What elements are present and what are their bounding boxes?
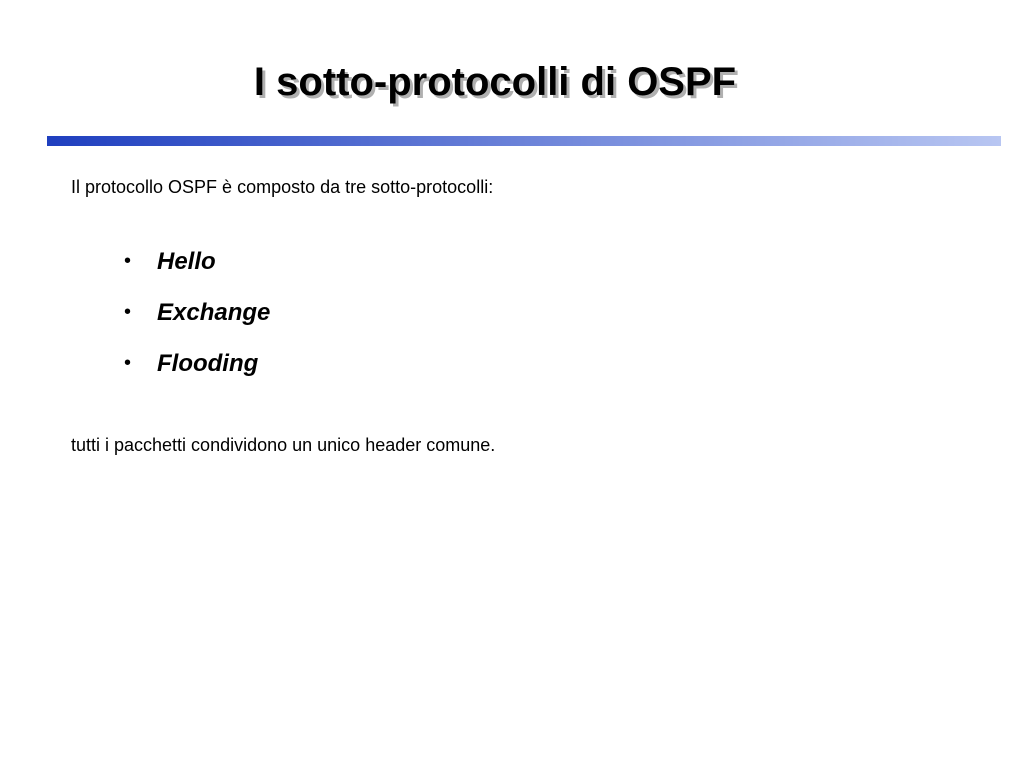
list-item — [120, 287, 270, 338]
intro-text: Il protocollo OSPF è composto da tre sotto-protocolli: — [71, 177, 494, 197]
slide-title: I sotto-protocolli di OSPF — [253, 60, 737, 104]
bullet-marker: • — [124, 301, 132, 323]
list-item — [120, 236, 270, 287]
bullet-marker: • — [124, 250, 132, 272]
bullet-flooding: Flooding — [157, 349, 259, 377]
bullet-exchange: Exchange — [157, 298, 271, 326]
title-divider — [47, 136, 1001, 146]
bullet-hello: Hello — [157, 247, 216, 275]
list-item — [120, 338, 270, 389]
outro-text: tutti i pacchetti condividono un unico header comune. — [71, 435, 496, 455]
bullet-marker: • — [124, 352, 132, 374]
bullet-list — [120, 236, 270, 389]
